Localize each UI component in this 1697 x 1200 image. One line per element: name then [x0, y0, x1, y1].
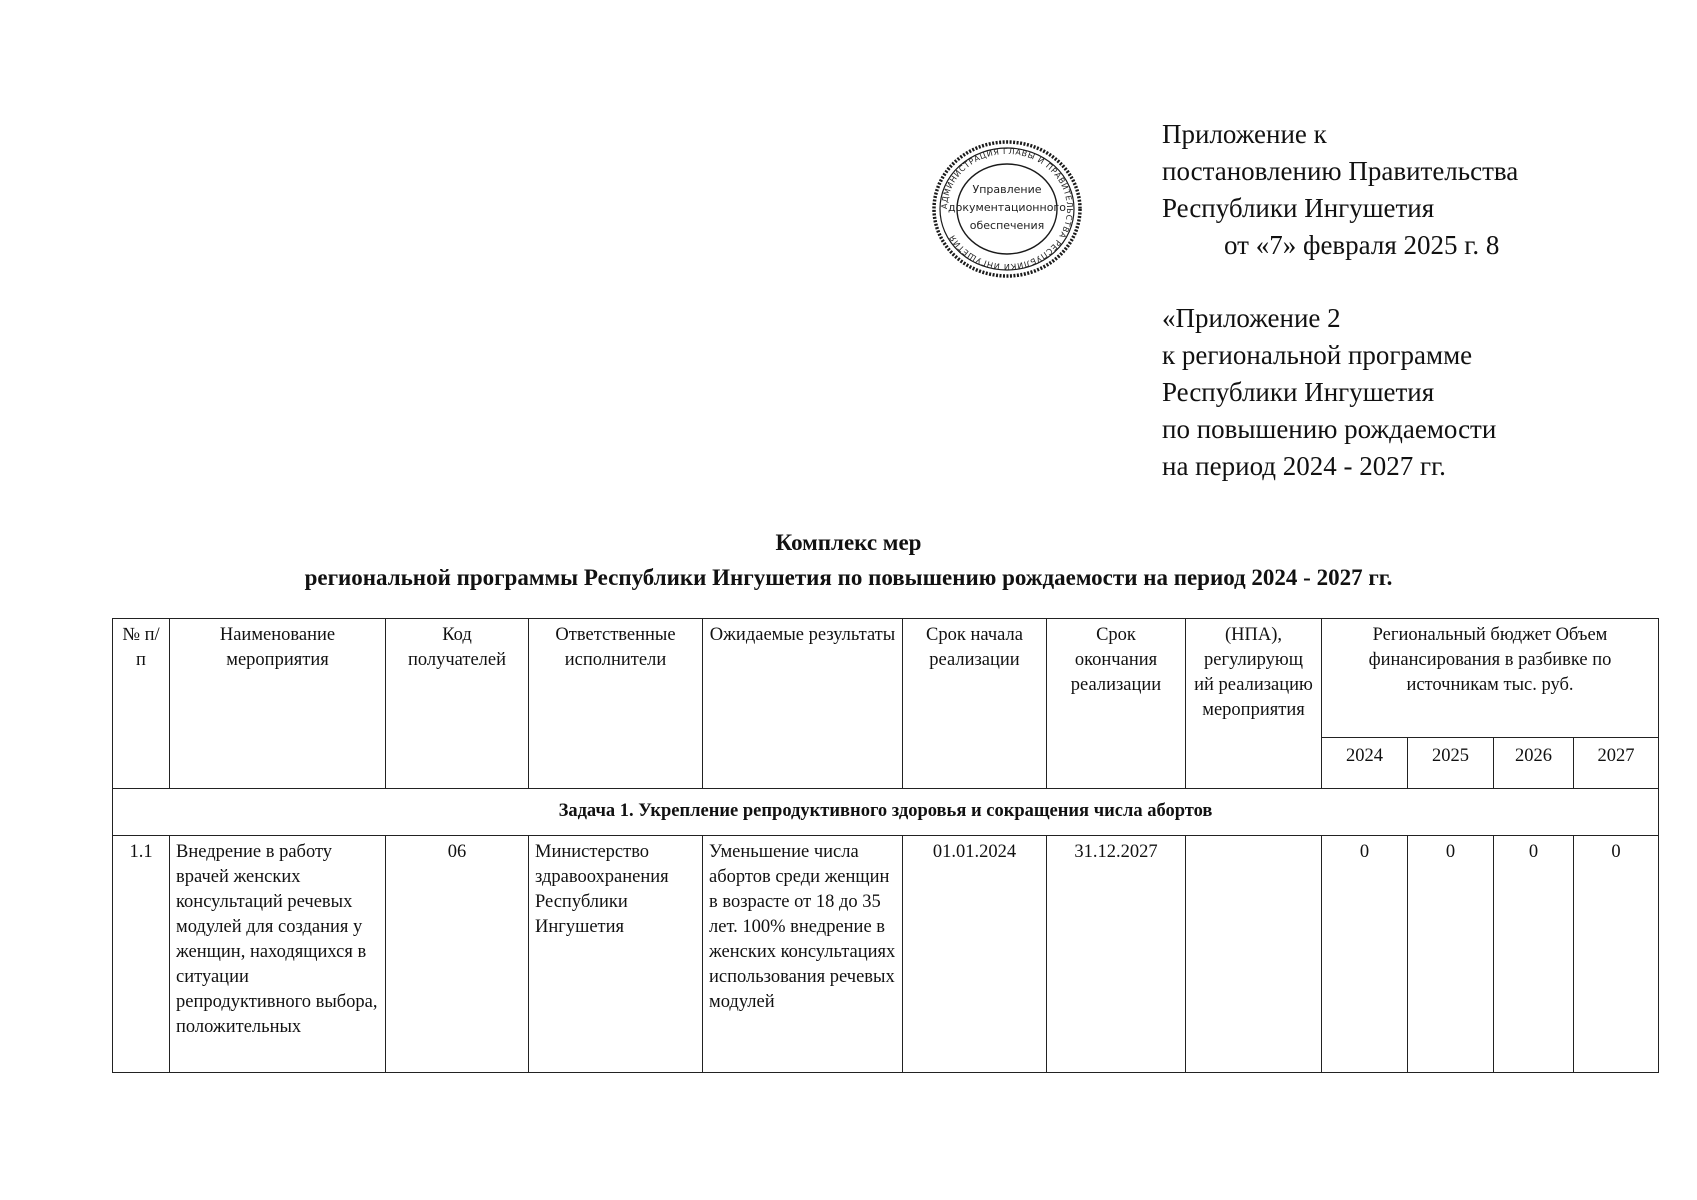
- measures-table: [112, 618, 1659, 1073]
- cell-executors: Министерство здравоохранения Республики Ингушетия: [529, 836, 703, 1073]
- header-npa: (НПА), регулирующ ий реализацию мероприятия: [1186, 619, 1322, 789]
- seal-line-3: обеспечения: [969, 219, 1045, 232]
- appendix-line: Республики Ингушетия: [1162, 193, 1435, 223]
- header-name: Наименование мероприятия: [170, 619, 386, 789]
- program-line: «Приложение 2: [1162, 303, 1341, 333]
- cell-2027: 0: [1574, 836, 1659, 1073]
- header-executors: Ответственные исполнители: [529, 619, 703, 789]
- cell-start: 01.01.2024: [903, 836, 1047, 1073]
- document-title: [0, 525, 1697, 595]
- official-seal: [931, 138, 1083, 280]
- title-line-2: региональной программы Республики Ингушетия по повышению рождаемости на период 2024 - 2027 гг.: [304, 565, 1393, 590]
- header-row: [113, 619, 1659, 738]
- program-line: Республики Ингушетия: [1162, 377, 1435, 407]
- task-1-heading: Задача 1. Укрепление репродуктивного здоровья и сокращения числа абортов: [113, 789, 1659, 836]
- header-budget: Региональный бюджет Объем финансирования в разбивке по источникам тыс. руб.: [1322, 619, 1659, 738]
- program-line: на период 2024 - 2027 гг.: [1162, 451, 1446, 481]
- cell-2026: 0: [1494, 836, 1574, 1073]
- program-line: по повышению рождаемости: [1162, 414, 1497, 444]
- seal-graphic: [931, 138, 1083, 280]
- seal-ring-text: АДМИНИСТРАЦИЯ ГЛАВЫ И ПРАВИТЕЛЬСТВА РЕСПУБЛИКИ ИНГУШЕТИЯ: [939, 146, 1075, 272]
- program-line: к региональной программе: [1162, 340, 1473, 370]
- cell-results: Уменьшение числа абортов среди женщин в возрасте от 18 до 35 лет. 100% внедрение в женских консультациях использования речевых модулей: [703, 836, 903, 1073]
- table-row: [113, 836, 1659, 1073]
- header-year-2026: 2026: [1494, 738, 1574, 789]
- appendix-line: постановлению Правительства: [1162, 156, 1519, 186]
- cell-num: 1.1: [113, 836, 170, 1073]
- seal-line-1: Управление: [972, 183, 1042, 196]
- header-year-2027: 2027: [1574, 738, 1659, 789]
- header-year-2025: 2025: [1408, 738, 1494, 789]
- header-code: Код получателей: [386, 619, 529, 789]
- appendix-block: [1162, 116, 1662, 485]
- title-line-1: Комплекс мер: [775, 530, 922, 555]
- cell-end: 31.12.2027: [1047, 836, 1186, 1073]
- cell-code: 06: [386, 836, 529, 1073]
- header-start: Срок начала реализации: [903, 619, 1047, 789]
- cell-2025: 0: [1408, 836, 1494, 1073]
- appendix-line: Приложение к: [1162, 119, 1327, 149]
- header-year-2024: 2024: [1322, 738, 1408, 789]
- header-end: Срок окончания реализации: [1047, 619, 1186, 789]
- cell-name: Внедрение в работу врачей женских консультаций речевых модулей для создания у женщин, находящихся в ситуации репродуктивного выбора, положительных: [170, 836, 386, 1073]
- task-row: [113, 789, 1659, 836]
- appendix-date: от «7» февраля 2025 г. 8: [1224, 230, 1500, 260]
- seal-line-2: документационного: [948, 201, 1066, 214]
- cell-npa: [1186, 836, 1322, 1073]
- cell-2024: 0: [1322, 836, 1408, 1073]
- header-num: № п/п: [113, 619, 170, 789]
- header-results: Ожидаемые результаты: [703, 619, 903, 789]
